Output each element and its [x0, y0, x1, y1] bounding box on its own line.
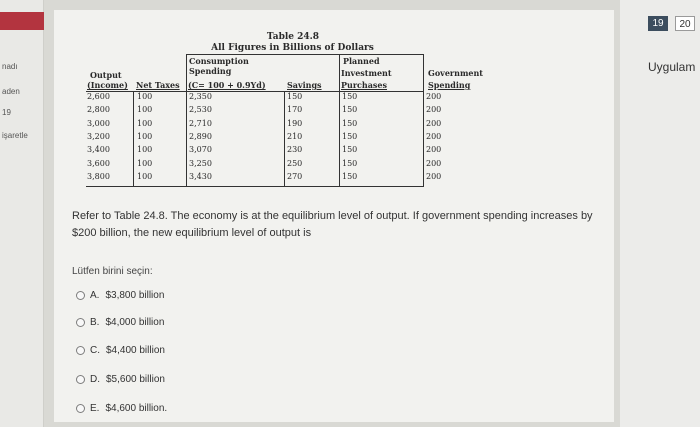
table-cell-government: 200 [426, 131, 442, 141]
table-cell-output: 3,400 [87, 145, 110, 155]
table-cell-savings: 170 [287, 105, 303, 115]
page-number-current[interactable]: 19 [648, 16, 668, 31]
table-rule [86, 186, 424, 187]
table-cell-government: 200 [426, 171, 442, 181]
table-cell-investment: 150 [342, 92, 358, 101]
sidebar-item-label[interactable]: 19 [2, 108, 11, 117]
table-cell-government: 200 [426, 145, 442, 155]
table-cell-government: 200 [426, 158, 442, 168]
table-cell-output: 3,800 [87, 171, 110, 181]
table-cell-net-taxes: 100 [137, 158, 153, 168]
header-government: Government [428, 68, 484, 78]
option-letter: D. [90, 373, 100, 385]
table-rule [186, 54, 187, 187]
option-text: $3,800 billion [105, 289, 165, 301]
sidebar-item-label[interactable]: aden [2, 87, 20, 96]
table-cell-net-taxes: 100 [137, 145, 153, 155]
table-cell-output: 3,200 [87, 131, 110, 141]
radio-button[interactable] [76, 291, 85, 300]
table-cell-savings: 210 [287, 131, 303, 141]
flag-question-link[interactable]: işaretle [2, 131, 28, 140]
header-spending: Spending [189, 66, 232, 76]
header-output: Output [90, 70, 122, 80]
option-letter: C. [90, 344, 100, 356]
table-cell-consumption: 3,430 [189, 171, 212, 181]
option-text: $4,000 billion [105, 316, 165, 328]
right-pane-label: Uygulam [648, 60, 696, 74]
table-cell-output: 2,600 [87, 92, 110, 101]
table-rule [133, 91, 134, 187]
table-cell-consumption: 3,070 [189, 145, 212, 155]
radio-button[interactable] [76, 404, 85, 413]
sidebar-item-label[interactable]: nadı [2, 62, 18, 71]
option-letter: A. [90, 289, 100, 301]
answer-option-c[interactable] [76, 343, 165, 357]
quiz-navigation-sidebar [0, 0, 44, 427]
table-cell-consumption: 2,890 [189, 131, 212, 141]
answer-prompt: Lütfen birini seçin: [72, 266, 153, 277]
table-cell-consumption: 2,530 [189, 105, 212, 115]
option-text: $5,600 billion [106, 373, 165, 385]
table-subtitle: All Figures in Billions of Dollars [211, 43, 374, 53]
table-cell-consumption: 2,710 [189, 118, 212, 128]
radio-button[interactable] [76, 375, 85, 384]
table-cell-net-taxes: 100 [137, 105, 153, 115]
table-cell-investment: 150 [342, 118, 358, 128]
table-cell-net-taxes: 100 [137, 118, 153, 128]
table-cell-savings: 150 [287, 92, 303, 101]
table-cell-savings: 250 [287, 158, 303, 168]
answer-option-e[interactable] [76, 401, 167, 415]
header-net-taxes: Net Taxes [136, 80, 180, 90]
table-cell-savings: 270 [287, 171, 303, 181]
table-cell-savings: 190 [287, 118, 303, 128]
question-text: Refer to Table 24.8. The economy is at the equilibrium level of output. If government spending increases by $200 billion, the new equilibrium level of output is [72, 210, 593, 239]
table-cell-net-taxes: 100 [137, 131, 153, 141]
table-cell-output: 3,000 [87, 118, 110, 128]
radio-button[interactable] [76, 346, 85, 355]
header-gov-spending: Spending [428, 80, 471, 90]
answer-option-d[interactable] [76, 372, 165, 386]
table-cell-output: 2,800 [87, 105, 110, 115]
table-cell-government: 200 [426, 92, 442, 101]
table-title: Table 24.8 [266, 32, 320, 42]
table-rule [423, 54, 424, 187]
table-cell-government: 200 [426, 105, 442, 115]
radio-button[interactable] [76, 318, 85, 327]
table-cell-savings: 230 [287, 145, 303, 155]
option-text: $4,400 billion [106, 344, 165, 356]
header-planned: Planned [343, 56, 380, 66]
table-cell-consumption: 2,350 [189, 92, 212, 101]
header-savings: Savings [287, 80, 322, 90]
table-cell-investment: 150 [342, 158, 358, 168]
table-cell-consumption: 3,250 [189, 158, 212, 168]
table-cell-output: 3,600 [87, 158, 110, 168]
table-rule [187, 54, 423, 55]
header-purchases: Purchases [341, 80, 388, 90]
page-number-next[interactable]: 20 [675, 16, 695, 31]
header-consumption: Consumption [189, 56, 249, 66]
header-investment: Investment [341, 68, 392, 78]
option-letter: B. [90, 316, 100, 328]
sidebar-header-bar [0, 12, 44, 30]
table-cell-investment: 150 [342, 145, 358, 155]
table-cell-net-taxes: 100 [137, 92, 153, 101]
table-cell-investment: 150 [342, 131, 358, 141]
answer-option-b[interactable] [76, 315, 164, 329]
table-cell-investment: 150 [342, 105, 358, 115]
header-consumption-function: (C= 100 + 0.9Yd) [188, 80, 266, 90]
table-cell-government: 200 [426, 118, 442, 128]
table-cell-net-taxes: 100 [137, 171, 153, 181]
table-cell-investment: 150 [342, 171, 358, 181]
table-rule [284, 91, 285, 187]
option-text: $4,600 billion. [105, 402, 168, 414]
option-letter: E. [90, 402, 100, 414]
table-rule [339, 54, 340, 187]
header-income: (Income) [87, 80, 128, 90]
answer-option-a[interactable] [76, 288, 164, 302]
